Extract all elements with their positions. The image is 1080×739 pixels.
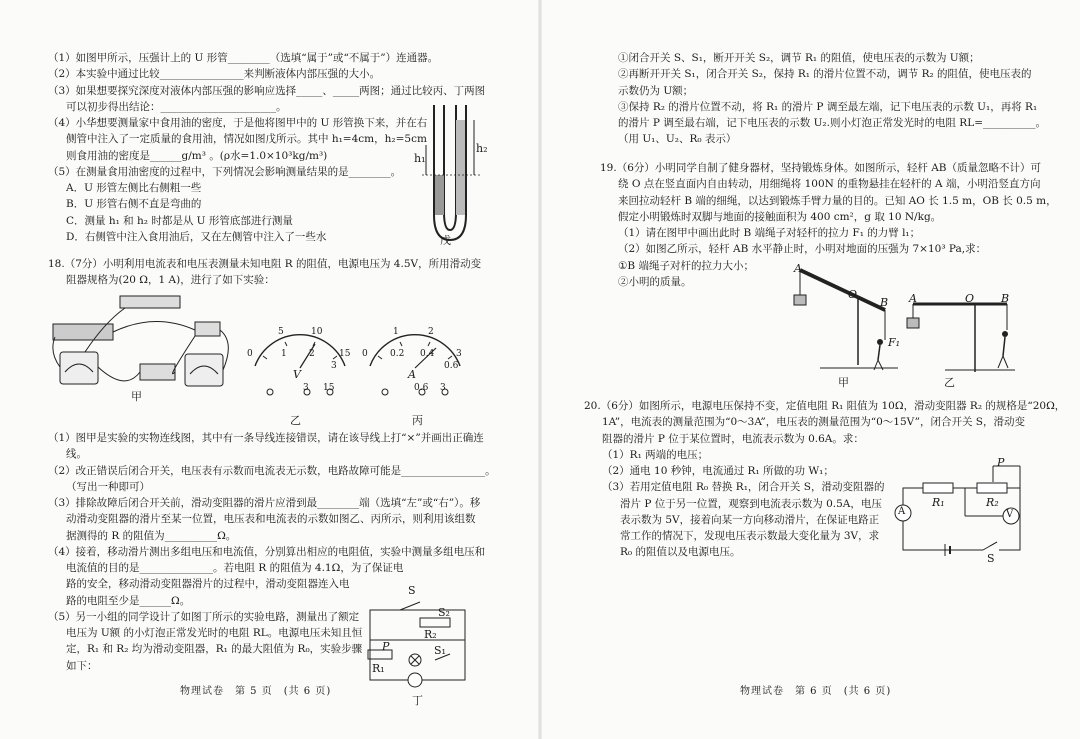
q17-line-7: 则食用油的密度是______g/m³ 。(ρ水=1.0×10³kg/m³) xyxy=(66,149,328,162)
q18-line-10: 路的安全，移动滑动变阻器滑片的过程中，滑动变阻器连入电 xyxy=(66,578,350,591)
lever-figure-yi-label: 乙 xyxy=(944,376,955,389)
q18-step-1: ①闭合开关 S、S₁，断开开关 S₂，调节 R₁ 的阻值，使电压表的示数为 U额； xyxy=(618,52,980,64)
lever-jia-point-o: O xyxy=(848,288,858,301)
ammeter-top-tick-1: 1 xyxy=(393,327,399,337)
q20-slider-p: P xyxy=(997,456,1005,469)
q19-line-7: ①B 端绳子对杆的拉力大小； xyxy=(618,259,754,272)
lever-jia-force-f1: F₁ xyxy=(888,336,901,349)
voltmeter-figure xyxy=(245,326,355,406)
ding-switch-s1: S₁ xyxy=(434,644,446,657)
ammeter-bottom-tick-0-6: 0.6 xyxy=(444,361,459,371)
q17-option-a: A．U 形管左侧比右侧粗一些 xyxy=(66,182,202,195)
q18-line-9: 电流值的目的是______________。若电阻 R 的阻值为 4.1Ω，为了保证电 xyxy=(66,562,404,575)
q19-line-5: （1）请在图甲中画出此时 B 端绳子对轻杆的拉力 F₁ 的力臂 l₁； xyxy=(618,227,921,240)
page-6-footer: 物理试卷 第 6 页 (共 6 页) xyxy=(740,685,892,697)
q18-step-3c: （用 U₁、U₂、R₀ 表示） xyxy=(618,133,737,146)
voltmeter-top-tick-10: 10 xyxy=(311,327,323,337)
page-6 xyxy=(540,0,1080,739)
q18-line-8: （4）接着，移动滑片测出多组电压和电流值，分别算出相应的电阻值，实验中测量多组电压和 xyxy=(48,545,486,558)
ammeter-figure xyxy=(360,326,470,406)
q18-line-12: （5）另一小组的同学设计了如图丁所示的实验电路，测量出了额定 xyxy=(48,610,360,623)
q19-line-8: ②小明的质量。 xyxy=(618,275,692,288)
q19-line-2: 绕 O 点在竖直面内自由转动，用细绳将 100N 的重物悬挂在轻杆的 A 端，小明沿竖直方向 xyxy=(618,178,1041,191)
q19-line-6: （2）如图乙所示，轻杆 AB 水平静止时，小明对地面的压强为 7×10³ Pa,求： xyxy=(618,243,987,256)
q20-line-10: R₀ 的阻值以及电源电压。 xyxy=(620,546,741,559)
q20-line-8: 表示数为 5V，接着向某一方向移动滑片，在保证电路正 xyxy=(620,513,880,526)
q18-line-11: 路的电阻至少是______Ω。 xyxy=(66,594,191,607)
q18-header-line-2: 阻器规格为(20 Ω，1 A)，进行了如下实验： xyxy=(66,274,275,287)
q18-line-5: （3）排除故障后闭合开关前，滑动变阻器的滑片应滑到最________端（选填“左”或“右”）。移 xyxy=(48,497,481,510)
q17-line-4: 可以初步得出结论：______________________。 xyxy=(66,100,287,113)
q20-resistor-r2: R₂ xyxy=(986,496,999,509)
lever-yi-point-a: A xyxy=(909,292,917,305)
q20-ammeter: A xyxy=(898,506,906,517)
q17-line-3: （3）如果想要探究深度对液体内部压强的影响应选择_____、_____两图；通过比较丙、丁两图 xyxy=(48,84,486,97)
q17-option-c: C．测量 h₁ 和 h₂ 时都是从 U 形管底部进行测量 xyxy=(66,214,293,227)
q20-line-1: 20.（6分）如图所示，电源电压保持不变，定值电阻 R₁ 阻值为 10Ω，滑动变阻器 R₂ 的规格是“20Ω， xyxy=(584,400,1066,412)
q18-line-13: 电压为 U额 的小灯泡正常发光时的电阻 RL。电源电压未知且恒 xyxy=(66,627,363,640)
figure-yi-label: 乙 xyxy=(290,414,301,427)
voltmeter-terminal-3: 3 xyxy=(303,383,309,393)
ammeter-bottom-tick-0-4: 0.4 xyxy=(420,349,435,359)
voltmeter-bottom-tick-3: 3 xyxy=(331,361,337,371)
q18-line-4: （写出一种即可） xyxy=(66,480,150,493)
lever-jia-point-b: B xyxy=(880,296,889,309)
q18-line-1: （1）图甲是实验的实物连线图，其中有一条导线连接错误，请在该导线上打“×”并画出正确连 xyxy=(48,432,484,444)
q17-line-2: （2）本实验中通过比较________________来判断液体内部压强的大小。 xyxy=(48,68,381,81)
ammeter-bottom-tick-0-2: 0.2 xyxy=(390,349,405,359)
lever-figure-jia xyxy=(790,260,900,375)
q18-line-3: （2）改正错误后闭合开关，电压表有示数而电流表无示数，电路故障可能是________________。 xyxy=(48,464,496,477)
u-tube-figure xyxy=(412,100,492,250)
q17-option-d: D．右侧管中注入食用油后，又在左侧管中注入了一些水 xyxy=(66,230,327,243)
voltmeter-top-tick-5: 5 xyxy=(278,327,284,337)
ding-switch-s: S xyxy=(408,584,416,597)
page-5-footer: 物理试卷 第 5 页 (共 6 页) xyxy=(180,685,332,697)
q18-header xyxy=(48,256,488,289)
ding-switch-s2: S₂ xyxy=(438,606,450,619)
lever-yi-point-b: B xyxy=(1001,292,1010,305)
q20-resistor-r1: R₁ xyxy=(932,496,945,509)
voltmeter-bottom-tick-15: 15 xyxy=(339,349,351,359)
q20-line-5: （2）通电 10 秒钟，电流通过 R₁ 所做的功 W₁； xyxy=(602,465,834,478)
ammeter-top-tick-2: 2 xyxy=(428,327,434,337)
q20-switch-s: S xyxy=(987,552,995,565)
q18-line-15: 如下： xyxy=(66,659,98,672)
voltmeter-bottom-tick-1: 1 xyxy=(281,349,287,359)
q20-line-2: 1A”，电流表的测量范围为“0～3A”，电压表的测量范围为“0～15V”，闭合开关 S，滑动变 xyxy=(602,416,1025,429)
voltmeter-terminal-15: 15 xyxy=(323,383,335,393)
circuit-figure-ding xyxy=(350,580,480,690)
q20-line-4: （1）R₁ 两端的电压； xyxy=(602,448,709,461)
ammeter-bottom-tick-0: 0 xyxy=(362,349,368,359)
q18-line-7: 据测得的 R 的阻值为__________Ω。 xyxy=(66,529,237,542)
figure-wu-label: 戊 xyxy=(440,234,451,247)
q19-line-3: 来回拉动轻杆 B 端的细绳，以达到锻炼手臂力量的目的。已知 AO 长 1.5 m，OB 长 0.5 m， xyxy=(618,194,1057,207)
figure-ding-label: 丁 xyxy=(412,694,423,707)
q19-line-1: 19.（6分）小明同学自制了健身器材，坚持锻炼身体。如图所示，轻杆 AB（质量忽略不计）可 xyxy=(600,162,1042,174)
figure-jia-label: 甲 xyxy=(131,390,142,403)
voltmeter-bottom-tick-0: 0 xyxy=(247,349,253,359)
lever-yi-point-o: O xyxy=(965,292,975,305)
ding-slider-p: P xyxy=(382,640,390,653)
ding-resistor-r2: R₂ xyxy=(424,628,437,641)
q18-step-3: ③保持 R₂ 的滑片位置不动，将 R₁ 的滑片 P 调至最左端，记下电压表的示数 U₁，再将 R₁ xyxy=(618,100,1038,113)
circuit-figure-jia xyxy=(45,292,240,402)
q17-text xyxy=(48,50,486,245)
q20-line-7: 滑片 P 位于另一位置，观察到电流表示数为 0.5A，电压 xyxy=(620,497,882,510)
lever-jia-point-a: A xyxy=(794,262,802,275)
q20-line-6: （3）若用定值电阻 R₀ 替换 R₁，闭合开关 S，滑动变阻器的 xyxy=(602,481,885,494)
voltmeter-bottom-tick-2: 2 xyxy=(309,349,315,359)
q18-line-6: 动滑动变阻器的滑片至某一位置，电压表和电流表的示数如图乙、丙所示，则利用该组数 xyxy=(66,513,476,526)
ding-resistor-r1: R₁ xyxy=(372,662,385,675)
ammeter-bottom-tick-3: 3 xyxy=(456,349,462,359)
q18-step-2: ②再断开开关 S₁，闭合开关 S₂，保持 R₁ 的滑片位置不动，调节 R₂ 的阻值，使电压表的 xyxy=(618,68,1032,81)
q18-line-14: 定，R₁ 和 R₂ 均为滑动变阻器，R₁ 的最大阻值为 R₀，实验步骤 xyxy=(66,643,363,656)
q17-line-6: 侧管中注入了一定质量的食用油，情况如图戊所示。其中 h₁=4cm，h₂=5cm xyxy=(66,133,427,146)
ammeter-letter: A xyxy=(408,368,416,381)
q17-line-1: （1）如图甲所示，压强计上的 U 形管________（选填“属于”或“不属于”）连通器。 xyxy=(48,52,439,64)
q18-header-line-1: 18.（7分）小明利用电流表和电压表测量未知电阻 R 的阻值，电源电压为 4.5V，所用滑动变 xyxy=(48,258,482,270)
q18-line-2: 线。 xyxy=(66,448,87,461)
ammeter-terminal-0-6: 0.6 xyxy=(414,383,429,393)
figure-bing-label: 丙 xyxy=(412,414,423,427)
h2-label: h₂ xyxy=(476,142,488,155)
lever-figure-yi xyxy=(905,290,1015,380)
q17-line-5: （4）小华想要测量家中食用油的密度，于是他将图甲中的 U 形管换下来，并在右 xyxy=(48,117,428,130)
ammeter-terminal-3: 3 xyxy=(440,383,446,393)
q18-step-2b: 示数仍为 U额； xyxy=(618,84,694,97)
q17-line-8: （5）在测量食用油密度的过程中，下列情况会影响测量结果的是________。 xyxy=(48,165,402,178)
q20-line-3: 阻器的滑片 P 位于某位置时，电流表示数为 0.6A。求： xyxy=(602,432,864,445)
q20-circuit-figure xyxy=(885,458,1035,568)
q18-step-3b: 的滑片 P 调至最右端，记下电压表的示数 U₂.则小灯泡正常发光时的电阻 RL=__________。 xyxy=(618,117,1046,130)
voltmeter-letter: V xyxy=(293,368,301,381)
q18-steps xyxy=(618,50,1058,148)
q20-line-9: 常工作的情况下，发现电压表示数最大变化量为 3V，求 xyxy=(620,530,880,543)
lever-figure-jia-label: 甲 xyxy=(838,376,849,389)
h1-label: h₁ xyxy=(414,152,426,165)
q17-option-b: B．U 形管右侧不直是弯曲的 xyxy=(66,198,202,211)
q20-voltmeter: V xyxy=(1006,509,1014,520)
q19-line-4: 假定小明锻炼时双脚与地面的接触面积为 400 cm²，g 取 10 N/kg。 xyxy=(618,210,942,223)
